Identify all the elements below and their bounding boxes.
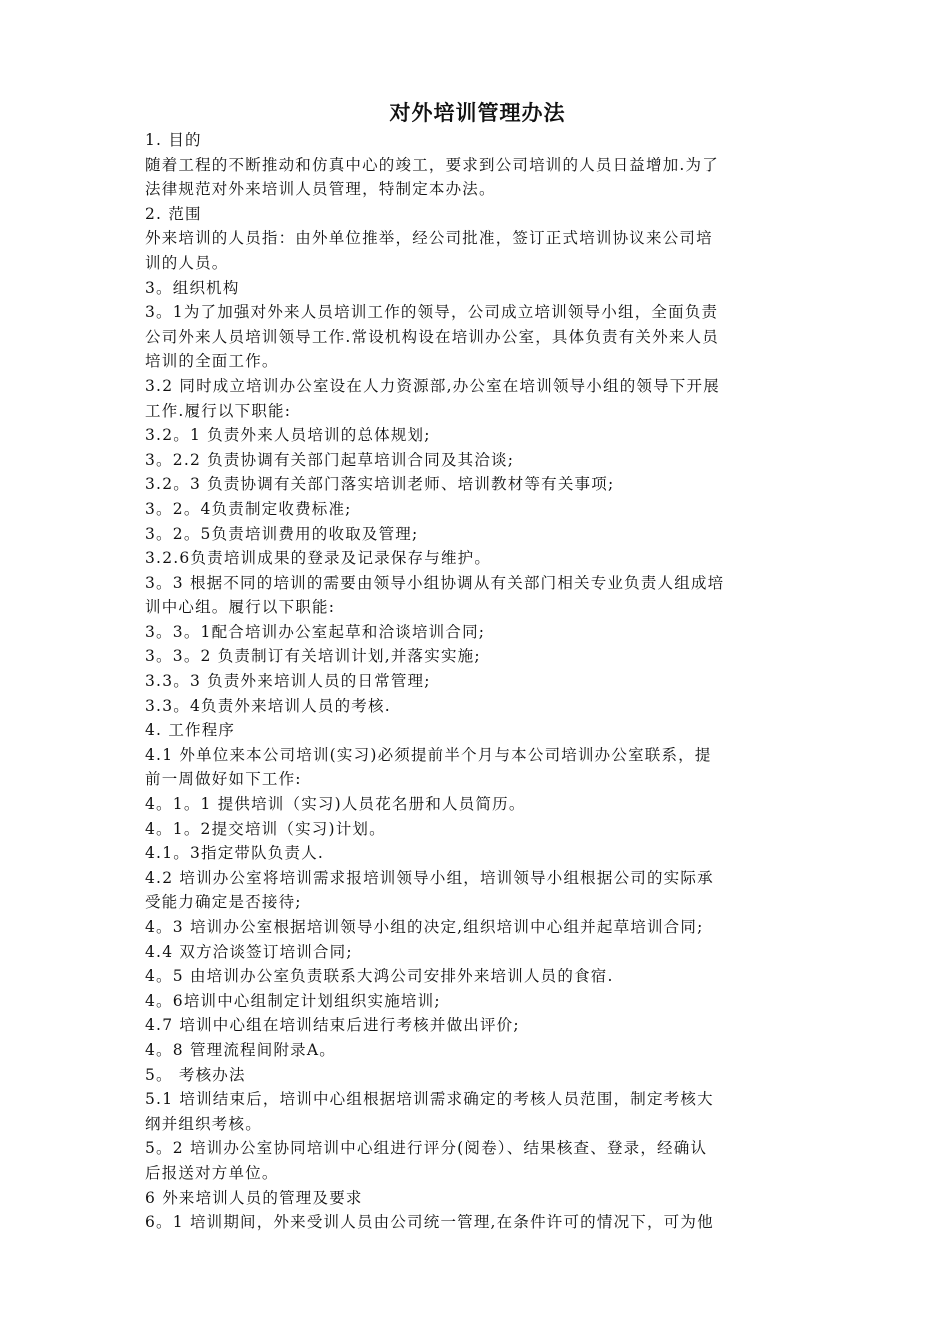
body-line: 4。3 培训办公室根据培训领导小组的决定,组织培训中心组并起草培训合同; <box>145 918 704 936</box>
body-line: 1. 目的 <box>145 131 202 149</box>
body-line: 6。1 培训期间，外来受训人员由公司统一管理,在条件许可的情况下，可为他 <box>145 1213 714 1232</box>
body-line: 4.1 外单位来本公司培训(实习)必须提前半个月与本公司培训办公室联系，提 <box>145 745 712 764</box>
body-line: 训的人员。 <box>145 253 229 272</box>
body-line: 4. 工作程序 <box>145 721 236 740</box>
body-line: 3.2 同时成立培训办公室设在人力资源部,办公室在培训领导小组的领导下开展 <box>145 376 720 395</box>
body-line: 5.1 培训结束后，培训中心组根据培训需求确定的考核人员范围，制定考核大 <box>145 1090 714 1109</box>
body-line: 法律规范对外来培训人员管理，特制定本办法。 <box>145 180 496 199</box>
body-line: 4.2 培训办公室将培训需求报培训领导小组，培训领导小组根据公司的实际承 <box>145 868 714 887</box>
body-line: 3。2。4负责制定收费标准; <box>145 499 352 518</box>
body-line: 3。3。2 负责制订有关培训计划,并落实实施; <box>145 647 481 666</box>
document-page <box>145 98 810 1235</box>
body-line: 3.2.6负责培训成果的登录及记录保存与维护。 <box>145 549 492 568</box>
body-line: 受能力确定是否接待; <box>145 893 302 912</box>
body-line: 3.3。4负责外来培训人员的考核. <box>145 696 391 715</box>
body-line: 5。 考核办法 <box>145 1065 246 1084</box>
body-line: 2. 范围 <box>145 204 202 223</box>
body-line: 公司外来人员培训领导工作.常设机构设在培训办公室，具体负责有关外来人员 <box>145 327 719 346</box>
body-line: 4。1。2提交培训（实习)计划。 <box>145 819 386 838</box>
body-line: 4。5 由培训办公室负责联系大鸿公司安排外来培训人员的食宿. <box>145 967 614 986</box>
body-line: 训中心组。履行以下职能: <box>145 598 336 617</box>
body-line: 4。1。1 提供培训（实习)人员花名册和人员简历。 <box>145 795 526 814</box>
body-line: 6 外来培训人员的管理及要求 <box>145 1188 363 1207</box>
body-line: 前一周做好如下工作: <box>145 770 302 789</box>
document-body <box>145 128 810 1235</box>
body-line: 3。3。1配合培训办公室起草和洽谈培训合同; <box>145 622 486 641</box>
body-line: 3.3。3 负责外来培训人员的日常管理; <box>145 672 431 691</box>
body-line: 3。2。5负责培训费用的收取及管理; <box>145 524 419 543</box>
body-line: 3。1为了加强对外来人员培训工作的领导，公司成立培训领导小组，全面负责 <box>145 303 719 322</box>
body-line: 外来培训的人员指：由外单位推举，经公司批准，签订正式培训协议来公司培 <box>145 229 713 248</box>
body-line: 4.1。3指定带队负责人. <box>145 844 325 863</box>
body-line: 3.2。1 负责外来人员培训的总体规划; <box>145 426 431 445</box>
body-line: 5。2 培训办公室协同培训中心组进行评分(阅卷）、结果核查、登录，经确认 <box>145 1139 708 1158</box>
body-line: 4.4 双方洽谈签订培训合同; <box>145 942 353 961</box>
body-line: 3.2。3 负责协调有关部门落实培训老师、培训教材等有关事项; <box>145 475 615 494</box>
body-line: 后报送对方单位。 <box>145 1163 279 1182</box>
body-line: 随着工程的不断推动和仿真中心的竣工，要求到公司培训的人员日益增加.为了 <box>145 155 719 174</box>
body-line: 4。6培训中心组制定计划组织实施培训; <box>145 991 441 1010</box>
body-line: 培训的全面工作。 <box>145 352 279 371</box>
body-line: 纲并组织考核。 <box>145 1114 262 1133</box>
body-line: 4。8 管理流程间附录A。 <box>145 1040 336 1059</box>
body-line: 3。组织机构 <box>145 278 240 297</box>
body-line: 3。3 根据不同的培训的需要由领导小组协调从有关部门相关专业负责人组成培 <box>145 573 725 592</box>
document-title: 对外培训管理办法 <box>389 101 566 125</box>
body-line: 3。2.2 负责协调有关部门起草培训合同及其洽谈; <box>145 450 515 469</box>
body-line: 4.7 培训中心组在培训结束后进行考核并做出评价; <box>145 1016 520 1035</box>
body-line: 工作.履行以下职能: <box>145 401 292 420</box>
